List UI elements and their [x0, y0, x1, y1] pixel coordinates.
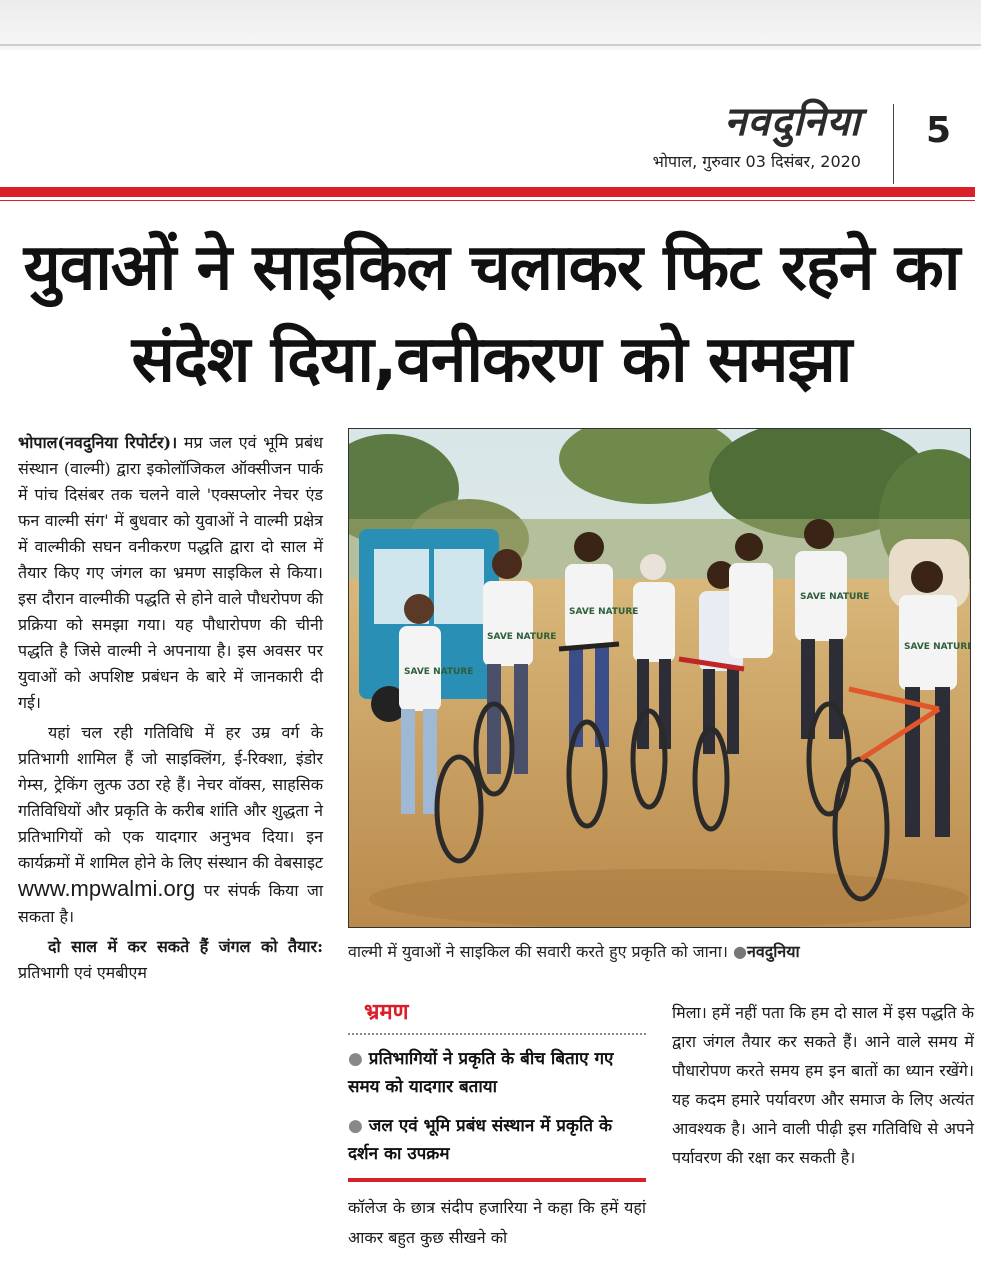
masthead-red-rule	[0, 187, 975, 197]
masthead-divider	[893, 104, 894, 184]
tshirt-print: SAVE NATURE	[904, 642, 970, 652]
cyclists-photo-illustration	[349, 429, 970, 927]
bullet-icon: ●	[733, 942, 747, 961]
newspaper-logo: नवदुनिया	[724, 99, 861, 145]
story-para1-text: मप्र जल एवं भूमि प्रबंध संस्थान (वाल्मी) द्वारा इकोलॉजिकल ऑक्सीजन पार्क में पांच दिसंबर तक चलने वाले 'एक्सप्लोर नेचर एंड फन वाल्मी संग' में बुधवार को युवाओं ने वाल्मी प्रक्षेत्र में वाल्मीकी सघन वनीकरण पद्धति द्वारा दो साल में तैयार किए गए जंगल का भ्रमण साइकिल से किया। इस दौरान वाल्मीकी पद्धति से होने वाले पौधरोपण की प्रक्रिया को समझा गया। यह पौधारोपण की चीनी पद्धति है जिसे वाल्मी ने अपनाया है। इस अवसर पर युवाओं को अपशिष्ट प्रबंधन के बारे में जानकारी दी गई।	[18, 433, 323, 712]
story-para3-end: मिला। हमें नहीं पता कि हम दो साल में इस पद्धति के द्वारा जंगल तैयार कर सकते हैं। आने वाले समय में पौधारोपण करते समय हम इन बातों का ध्यान रखेंगे। यह कदम हमारे पर्यावरण और समाज के लिए अत्यंत आवश्यक है। आने वाली पीढ़ी इस गतिविधि से अपने पर्यावरण की रक्षा कर सकती है।	[672, 1003, 974, 1167]
story-paragraph-3	[18, 934, 323, 986]
photo-credit: नवदुनिया	[746, 942, 800, 961]
headline: युवाओं ने साइकिल चलाकर फिट रहने का संदेश दिया,वनीकरण को समझा	[23, 231, 960, 397]
photo-caption	[348, 940, 973, 962]
tshirt-print: SAVE NATURE	[800, 592, 870, 602]
tshirt-print: SAVE NATURE	[404, 667, 474, 677]
bullet-icon: ●	[348, 1049, 363, 1069]
sidebar-kicker: भ्रमण	[364, 1000, 409, 1025]
caption-text: वाल्मी में युवाओं ने साइकिल की सवारी करते हुए प्रकृति को जाना।	[348, 942, 728, 961]
tshirt-print: SAVE NATURE	[569, 607, 639, 617]
story-para3-mid: कॉलेज के छात्र संदीप हजारिया ने कहा कि हमें यहां आकर बहुत कुछ सीखने को	[348, 1198, 646, 1247]
byline: भोपाल(नवदुनिया रिपोर्टर)।	[18, 433, 178, 452]
story-paragraph-1	[18, 430, 323, 716]
story-subhead: दो साल में कर सकते हैं जंगल को तैयार:	[48, 937, 323, 956]
news-photo	[348, 428, 971, 928]
highlight-text: प्रतिभागियों ने प्रकृति के बीच बिताए गए समय को यादगार बताया	[348, 1049, 614, 1097]
masthead	[653, 100, 861, 172]
bullet-icon: ●	[348, 1116, 363, 1136]
highlight-red-rule	[348, 1178, 646, 1182]
dateline: भोपाल, गुरुवार 03 दिसंबर, 2020	[652, 152, 861, 171]
highlight-text: जल एवं भूमि प्रबंध संस्थान में प्रकृति के दर्शन का उपक्रम	[348, 1116, 613, 1164]
story-column-right	[672, 998, 974, 1172]
story-column-left	[18, 430, 323, 986]
highlight-item	[348, 1112, 646, 1168]
story-para2-text: यहां चल रही गतिविधि में हर उम्र वर्ग के प्रतिभागी शामिल हैं जो साइक्लिंग, ई-रिक्शा, इंडोर गेम्स, ट्रेकिंग लुत्फ उठा रहे हैं। नेचर वॉक्स, साहसिक गतिविधियों और प्रकृति के करीब शांति और शुद्धता ने प्रतिभागियों को एक यादगार अनुभव दिया। इन कार्यक्रमों में शामिल होने के लिए संस्थान की वेबसाइट	[18, 723, 323, 872]
tshirt-print: SAVE NATURE	[487, 632, 557, 642]
story-para2-end: पर संपर्क किया जा सकता है।	[18, 881, 323, 926]
scan-top-rule	[0, 44, 981, 46]
masthead-red-rule-thin	[0, 200, 975, 201]
story-para3-start: प्रतिभागी एवं एमबीएम	[18, 963, 147, 982]
website-url: www.mpwalmi.org	[18, 876, 196, 901]
story-column-middle	[348, 1193, 646, 1253]
page-number: 5	[926, 110, 952, 151]
kicker-dotted-rule	[348, 1033, 646, 1035]
scan-top-margin	[0, 0, 981, 50]
highlight-item	[348, 1045, 646, 1101]
story-paragraph-2	[18, 720, 323, 930]
